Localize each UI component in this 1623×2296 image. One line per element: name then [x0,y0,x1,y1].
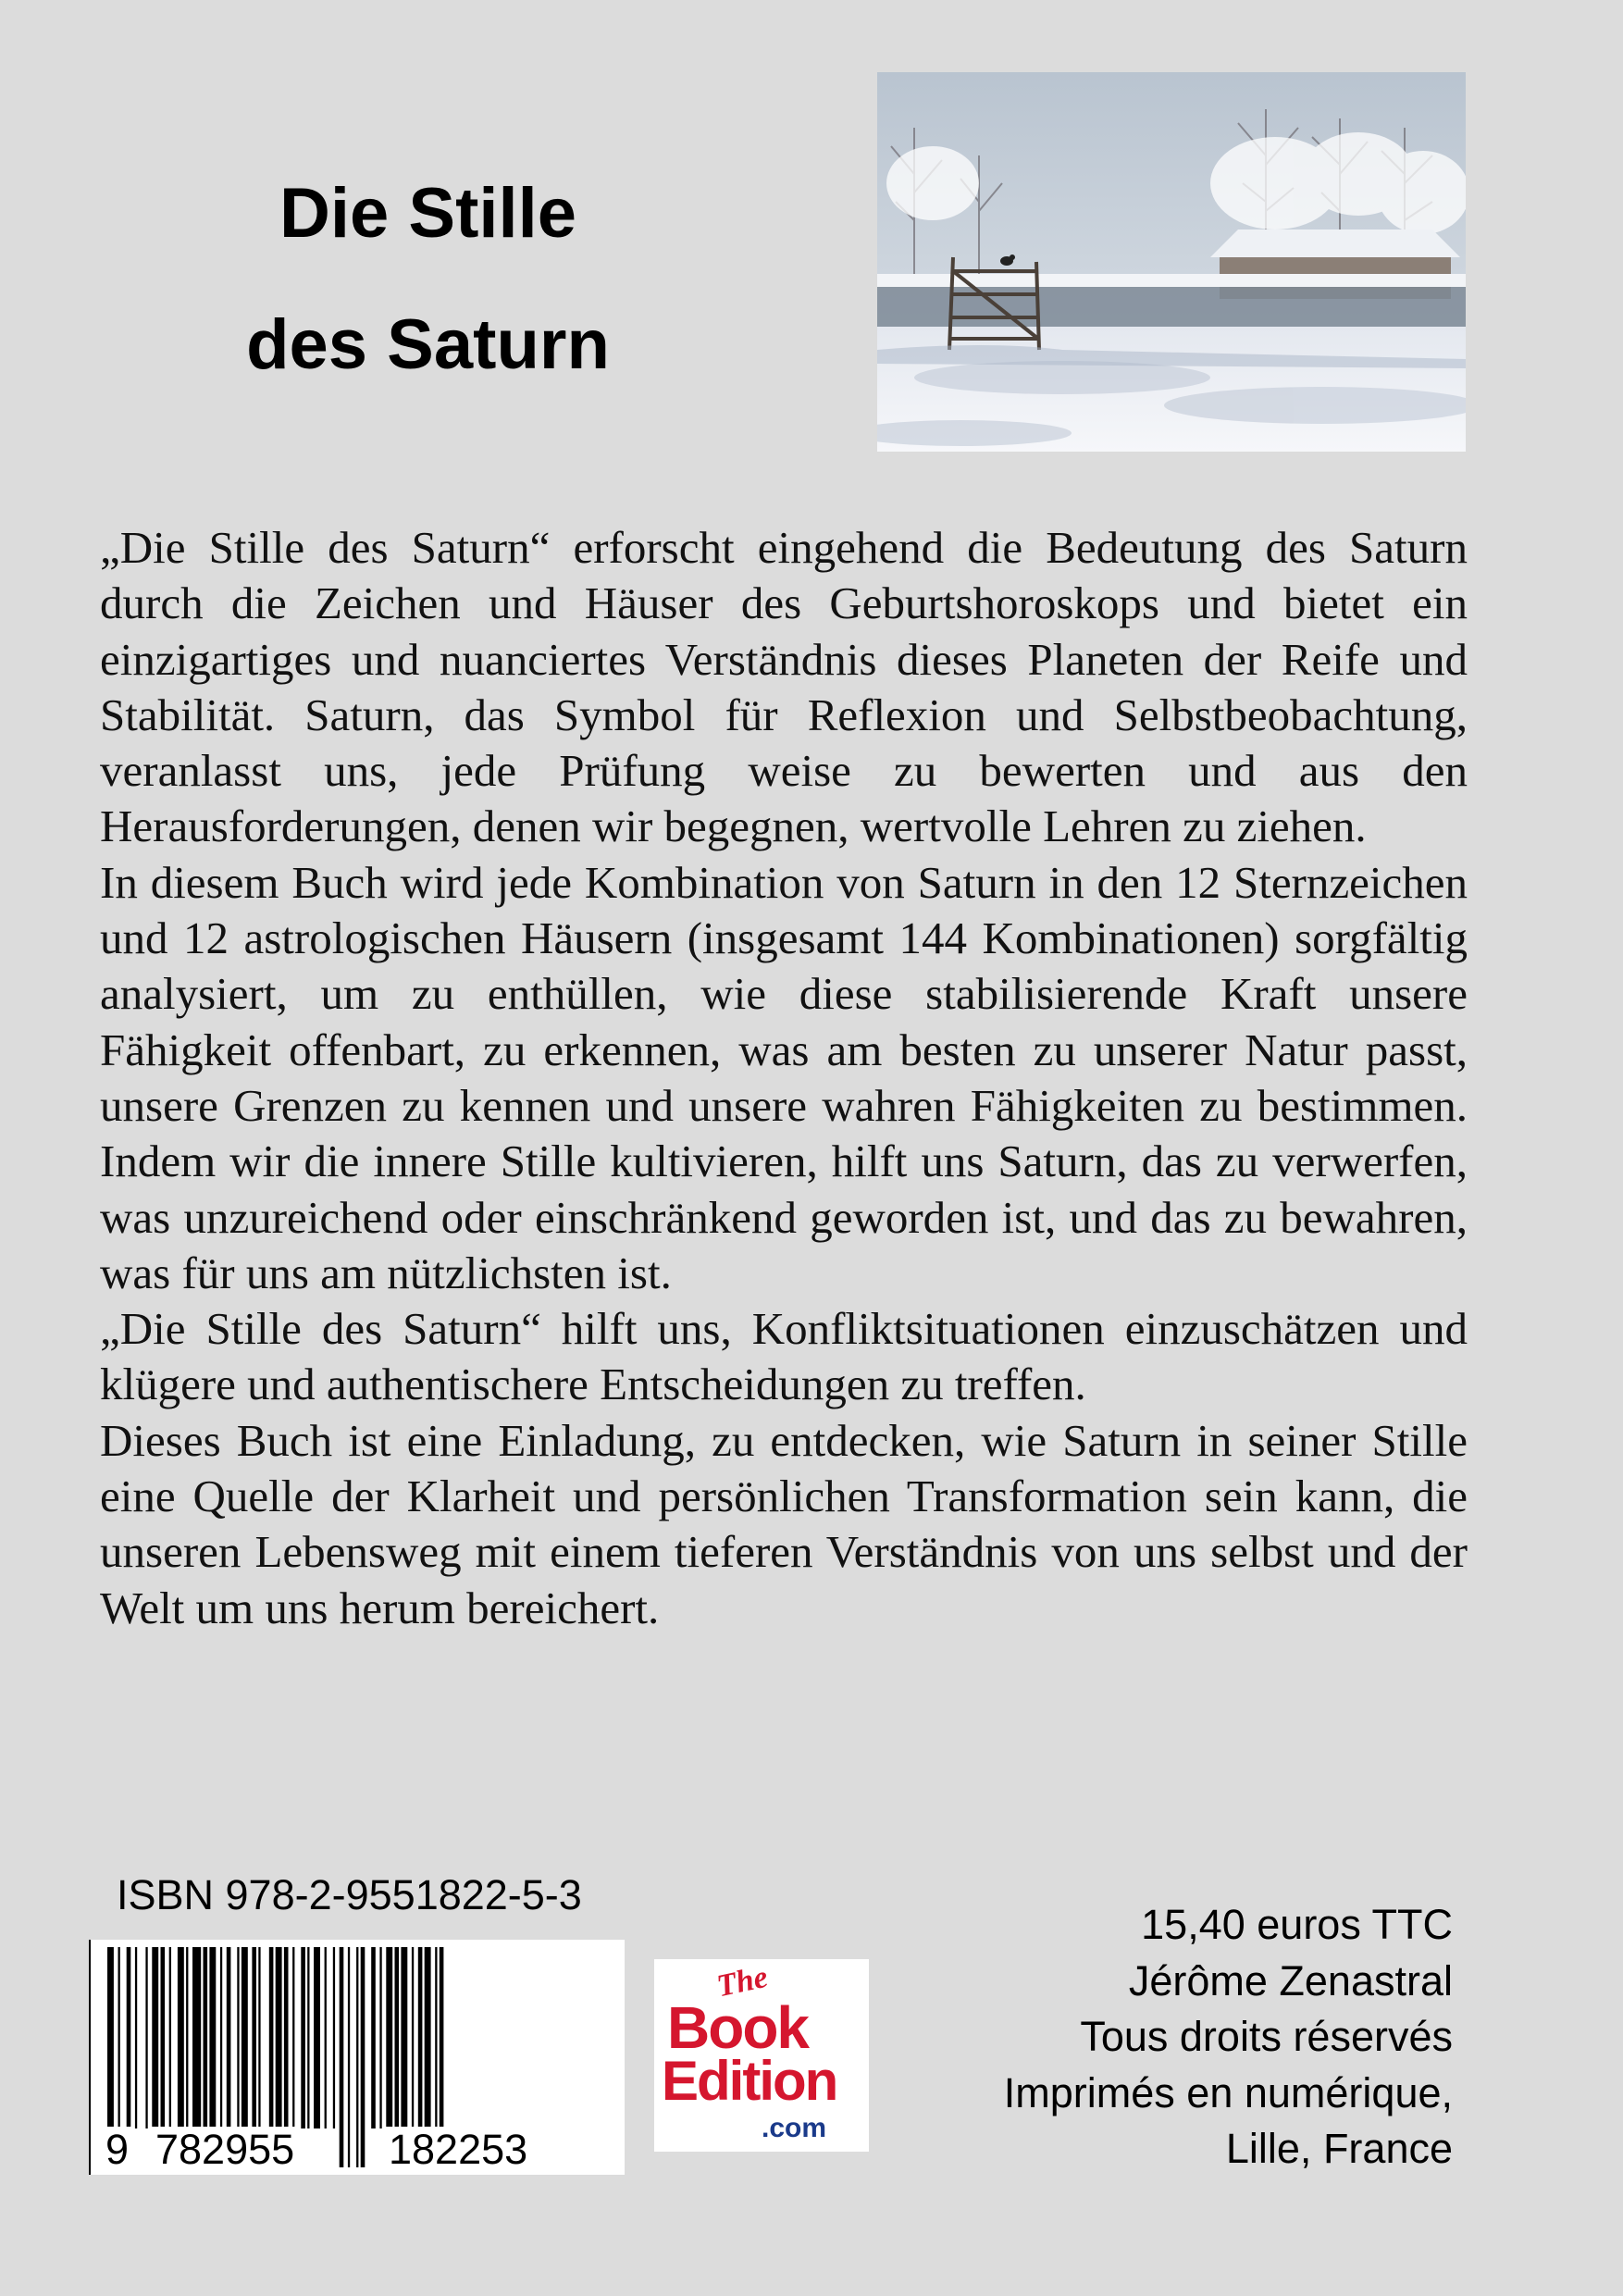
barcode-bar [242,1947,248,2128]
logo-com: .com [762,2113,827,2143]
barcode-bar [325,1947,327,2128]
barcode-bar [386,1947,392,2128]
barcode-bar [301,1947,305,2128]
logo-edition: Edition [662,2050,837,2112]
title-line-2: des Saturn [246,305,610,384]
barcode-digits-left: 782955 [152,2127,298,2173]
place: Lille, France [1225,2125,1453,2172]
author: Jérôme Zenastral [1128,1956,1453,2004]
barcode-bar [276,1947,282,2128]
barcode-bar [333,1947,335,2128]
logo-the: The [713,1959,771,2004]
barcode-bar [314,1947,320,2128]
barcode-bar [440,1947,444,2128]
price: 15,40 euros TTC [1141,1901,1453,1948]
barcode-bar [252,1947,256,2128]
barcode-bar [152,1947,158,2128]
barcode-bar [135,1947,137,2128]
barcode-bar [220,1947,222,2128]
logo-book: Book [667,1994,808,2061]
publication-info [1004,1897,1453,2178]
description-paragraph: „Die Stille des Saturn“ hilft uns, Konfliktsituationen einzuschätzen und klügere und authentischere Entscheidungen zu treffen. [100,1303,1468,1410]
barcode-bar [161,1947,166,2128]
barcode-bar [145,1947,147,2128]
barcode-digits-right: 182253 [385,2127,531,2173]
barcode-bar [237,1947,239,2128]
rights: Tous droits réservés [1080,2013,1453,2060]
printed: Imprimés en numérique, [1003,2068,1453,2116]
book-description [100,520,1468,1636]
barcode-bar [379,1947,381,2128]
barcode-bar [435,1947,437,2128]
barcode [89,1940,625,2175]
barcode-bar [425,1947,431,2128]
barcode-bar [395,1947,400,2128]
barcode-bar [418,1947,423,2128]
title-line-1: Die Stille [279,174,576,253]
snow-landscape-image [877,72,1466,452]
barcode-bar [307,1947,309,2128]
description-paragraph: Dieses Buch ist eine Einladung, zu entdecken, wie Saturn in seiner Stille eine Quelle der Klarheit und persönlichen Transformation sein kann, die unseren Lebensweg mit einem tieferen Verständnis von uns selbst und der Welt um uns herum bereichert. [100,1414,1468,1633]
barcode-bar [192,1947,201,2128]
barcode-bar [227,1947,231,2128]
barcode-bar [178,1947,184,2128]
barcode-bar [401,1947,407,2128]
isbn-label: ISBN 978-2-9551822-5-3 [117,1871,582,1918]
barcode-bar [292,1947,294,2128]
barcode-bar [209,1947,216,2128]
publisher-logo [654,1959,869,2152]
barcode-digit-first: 9 [102,2127,132,2173]
description-paragraph: In diesem Buch wird jede Kombination von Saturn in den 12 Sternzeichen und 12 astrologischen Häusern (insgesamt 144 Kombinationen) sorgfältig analysiert, um zu enthüllen, wie diese stabilisierende Kraft unsere Fähigkeit offenbart, zu erkennen, was am besten zu unserer Natur passt, unsere Grenzen zu kennen und unsere wahren Fähigkeiten zu bestimmen. Indem wir die innere Stille kultivieren, hilft uns Saturn, das zu verwerfen, was unzureichend oder einschränkend geworden ist, und das zu bewahren, was für uns am nützlichsten ist. [100,856,1468,1298]
cover-painting [877,72,1466,452]
barcode-bar [204,1947,208,2128]
barcode-bar [186,1947,188,2128]
barcode-bar [127,1947,131,2128]
description-paragraph: „Die Stille des Saturn“ erforscht eingehend die Bedeutung des Saturn durch die Zeichen und Häuser des Geburtshoroskops und bietet ein einzigartiges und nuanciertes Verständnis dieses Planeten der Reife und Stabilität. Saturn, das Symbol für Reflexion und Selbstbeobachtung, veranlasst uns, jede Prüfung weise zu bewerten und aus den Herausforderungen, denen wir begegnen, wertvolle Lehren zu ziehen. [100,522,1468,852]
barcode-bar [169,1947,171,2128]
barcode-bar [269,1947,274,2128]
barcode-digits [91,2123,625,2173]
barcode-bar [258,1947,260,2128]
barcode-bar [412,1947,414,2128]
barcode-bar [284,1947,289,2128]
book-title [139,148,717,411]
barcode-bar [371,1947,376,2128]
